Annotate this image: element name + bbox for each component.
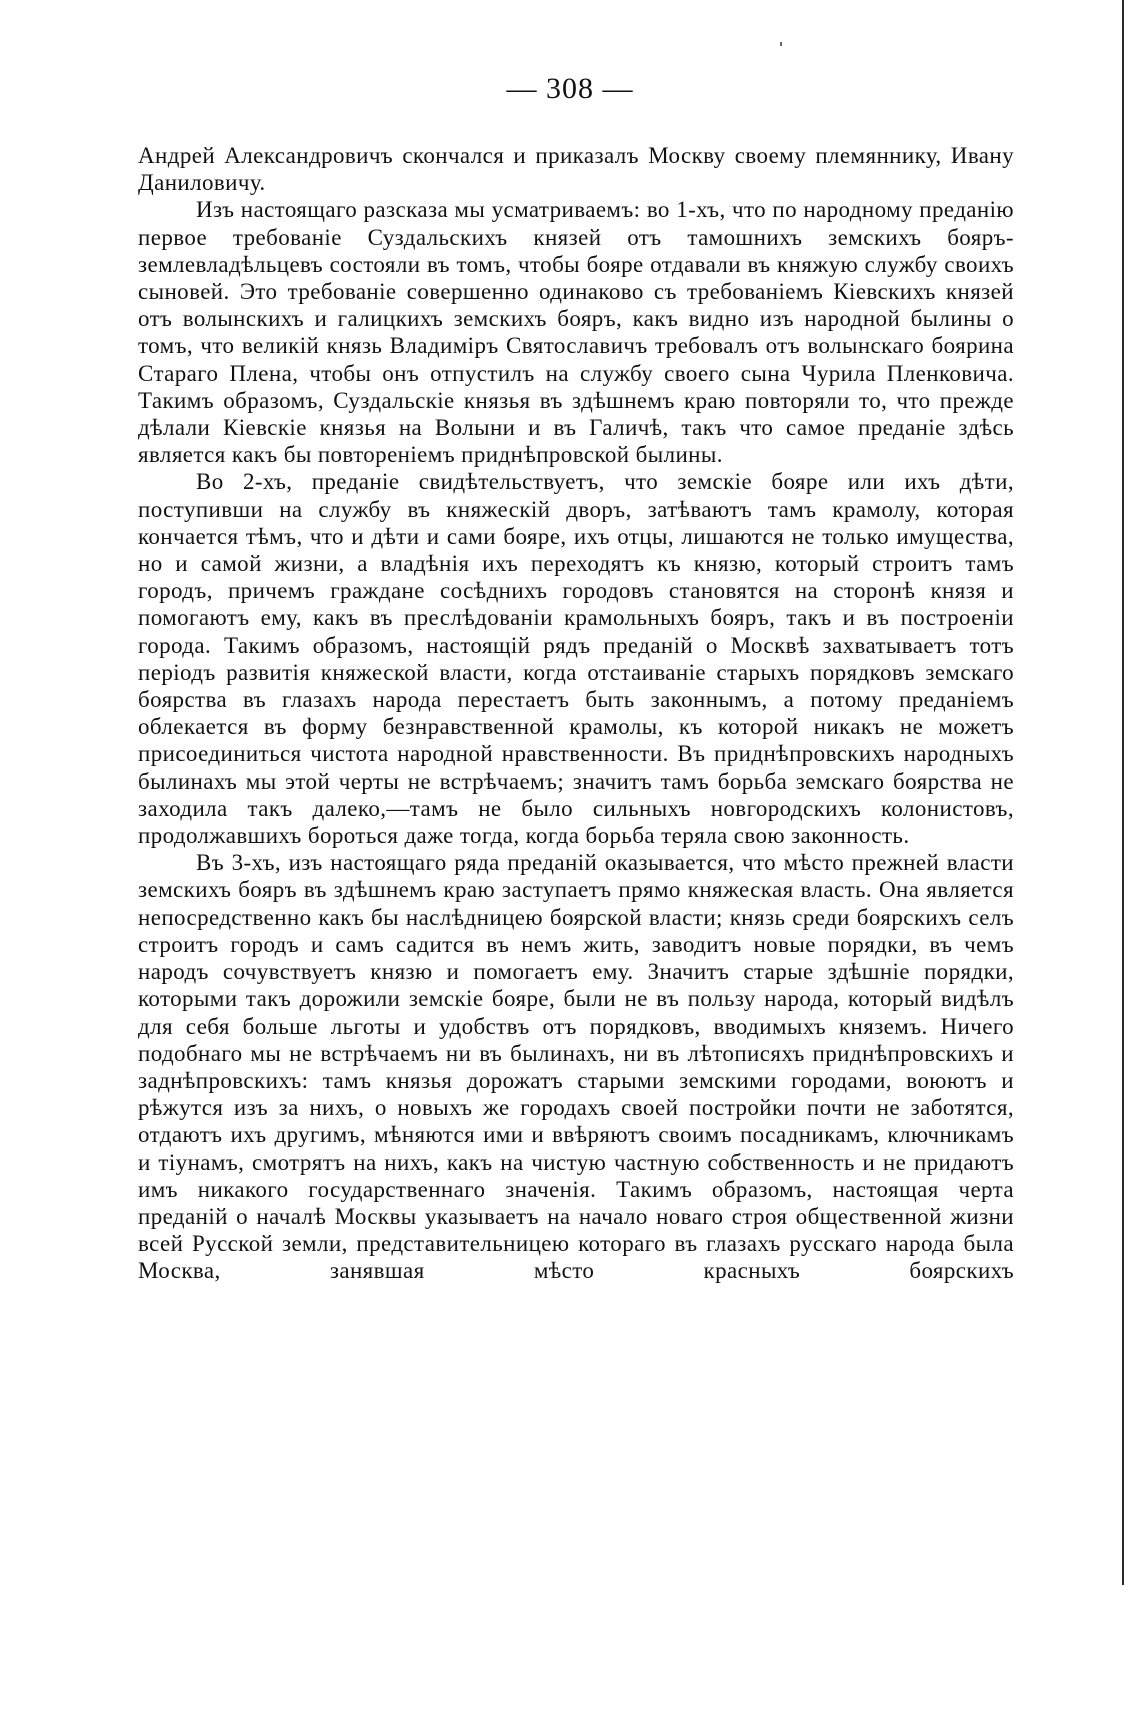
paragraph-third-point: Въ 3-хъ, изъ настоящаго ряда преданій оказывается, что мѣсто прежней власти земскихъ бояръ въ здѣшнемъ краю заступаетъ прямо княжеская власть. Она является непосредственно какъ бы наслѣдницею боярской власти; князь среди боярскихъ селъ строитъ городъ и самъ садится въ немъ жить, заводитъ новые порядки, въ чемъ народъ сочувствуетъ князю и помогаетъ ему. Значитъ старые здѣшніе порядки, которыми такъ дорожили земскіе бояре, были не въ пользу народа, который видѣлъ для себя больше льготы и удобствъ отъ порядковъ, вводимыхъ княземъ. Ничего подобнаго мы не встрѣчаемъ ни въ былинахъ, ни въ лѣтописяхъ приднѣпровскихъ и заднѣпровскихъ: тамъ князья дорожатъ старыми земскими городами, воюютъ и рѣжутся изъ за нихъ, о новыхъ же городахъ своей постройки почти не заботятся, отдаютъ ихъ другимъ, мѣняются ими и ввѣряютъ своимъ посадникамъ, ключникамъ и тіунамъ, смотрятъ на нихъ, какъ на чистую частную собственность и не придаютъ имъ никакого государственнаго значенія. Такимъ образомъ, настоящая черта преданій о началѣ Москвы указываетъ на начало новаго строя общественной жизни всей Русской земли, представительницею котораго въ глазахъ русскаго народа была Москва, занявшая мѣсто красныхъ боярскихъ xyxy=(138,850,1014,1284)
paragraph-first-point: Изъ настоящаго разсказа мы усматриваемъ: во 1-хъ, что по народному преданію первое требованіе Суздальскихъ князей отъ тамошнихъ земскихъ бояръ-землевладѣльцевъ состояли въ томъ, чтобы бояре отдавали въ княжую службу своихъ сыновей. Это требованіе совершенно одинаково съ требованіемъ Кіевскихъ князей отъ волынскихъ и галицкихъ земскихъ бояръ, какъ видно изъ народной былины о томъ, что великій князь Владиміръ Святославичъ требовалъ отъ волынскаго боярина Стараго Плена, чтобы онъ отпустилъ на службу своего сына Чурила Пленковича. Такимъ образомъ, Суздальскіе князья въ здѣшнемъ краю повторяли то, что прежде дѣлали Кіевскіе князья на Волыни и въ Галичѣ, такъ что самое преданіе здѣсь является какъ бы повтореніемъ приднѣпровской былины. xyxy=(138,197,1014,468)
page-number: — 308 — xyxy=(506,72,634,105)
paragraph-second-point: Во 2-хъ, преданіе свидѣтельствуетъ, что земскіе бояре или ихъ дѣти, поступивши на службу въ княжескій дворъ, затѣваютъ тамъ крамолу, которая кончается тѣмъ, что и дѣти и сами бояре, ихъ отцы, лишаются не только имущества, но и самой жизни, а владѣнія ихъ переходятъ къ князю, который строитъ тамъ городъ, причемъ граждане сосѣднихъ городовъ становятся на сторонѣ князя и помогаютъ ему, какъ въ преслѣдованіи крамольныхъ бояръ, такъ и въ построеніи города. Такимъ образомъ, настоящій рядъ преданій о Москвѣ захватываетъ тотъ періодъ развитія княжеской власти, когда отстаиваніе старыхъ порядковъ земскаго боярства въ глазахъ народа перестаетъ быть законнымъ, а потому преданіемъ облекается въ форму безнравственной крамолы, къ которой никакъ не можетъ присоединиться чистота народной нравственности. Въ приднѣпровскихъ народныхъ былинахъ мы этой черты не встрѣчаемъ; значитъ тамъ борьба земскаго боярства не заходила такъ далеко,—тамъ не было сильныхъ новгородскихъ колонистовъ, продолжавшихъ бороться даже тогда, когда борьба теряла свою законность. xyxy=(138,469,1014,849)
paragraph-continuation: Андрей Александровичъ скончался и приказалъ Москву своему племяннику, Ивану Даниловичу. xyxy=(138,143,1014,196)
page-edge-rule xyxy=(1122,0,1124,1585)
body-text xyxy=(138,142,1014,1285)
print-speck xyxy=(780,42,782,46)
